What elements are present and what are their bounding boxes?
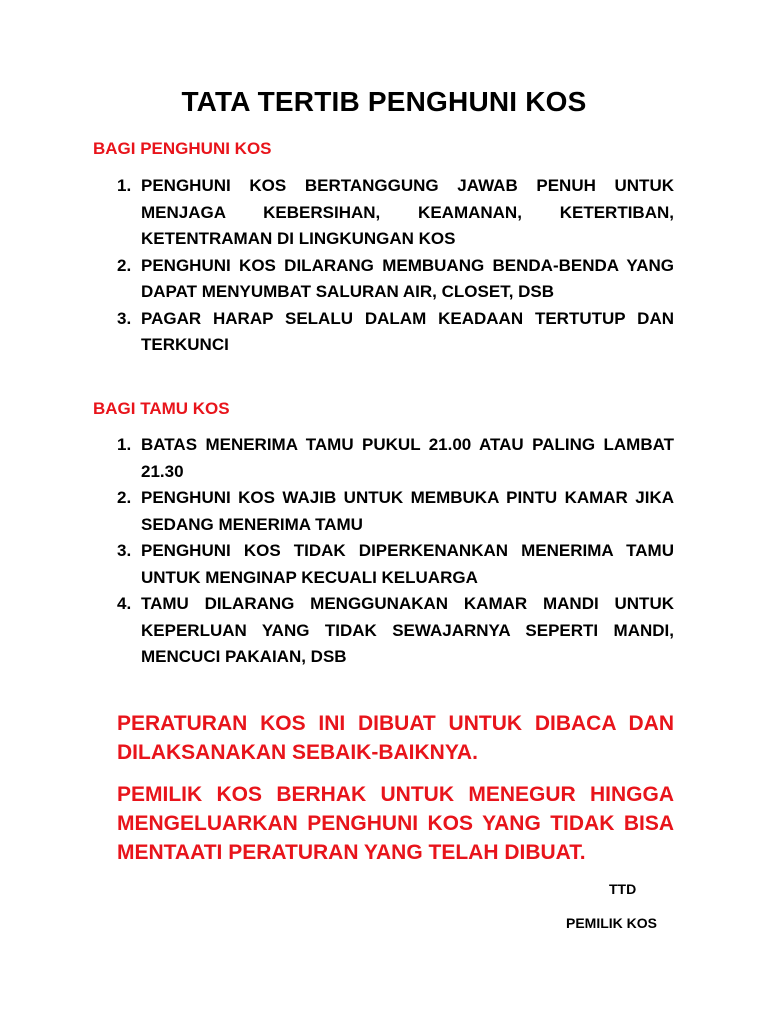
- rule-text: PENGHUNI KOS WAJIB UNTUK MEMBUKA PINTU KAMAR JIKA SEDANG MENERIMA TAMU: [141, 488, 674, 534]
- rule-item: [117, 173, 674, 253]
- page-title: TATA TERTIB PENGHUNI KOS: [181, 86, 587, 117]
- section-heading-penghuni: BAGI PENGHUNI KOS: [93, 139, 272, 158]
- rule-item: [117, 485, 674, 538]
- rule-text: BATAS MENERIMA TAMU PUKUL 21.00 ATAU PALING LAMBAT 21.30: [141, 435, 674, 481]
- rule-item: [117, 432, 674, 485]
- rule-item: [117, 591, 674, 671]
- closing-note-1: PERATURAN KOS INI DIBUAT UNTUK DIBACA DAN DILAKSANAKAN SEBAIK-BAIKNYA.: [117, 712, 674, 764]
- rule-number: 2.: [117, 488, 132, 507]
- rule-item: [117, 306, 674, 359]
- signature-owner: PEMILIK KOS: [566, 915, 658, 931]
- rule-number: 4.: [117, 594, 132, 613]
- rule-text: PENGHUNI KOS TIDAK DIPERKENANKAN MENERIMA TAMU UNTUK MENGINAP KECUALI KELUARGA: [141, 541, 674, 587]
- signature-ttd: TTD: [609, 881, 637, 897]
- rule-text: PENGHUNI KOS BERTANGGUNG JAWAB PENUH UNTUK MENJAGA KEBERSIHAN, KEAMANAN, KETERTIBAN, KETENTRAMAN DI LINGKUNGAN KOS: [141, 176, 674, 248]
- rule-number: 2.: [117, 255, 132, 275]
- rule-text: TAMU DILARANG MENGGUNAKAN KAMAR MANDI UNTUK KEPERLUAN YANG TIDAK SEWAJARNYA SEPERTI MANDI, MENCUCI PAKAIAN, DSB: [141, 594, 674, 666]
- rule-item: [117, 253, 674, 306]
- rule-text: PENGHUNI KOS DILARANG MEMBUANG BENDA-BENDA YANG DAPAT MENYUMBAT SALURAN AIR, CLOSET, DSB: [141, 255, 674, 301]
- rule-number: 1.: [117, 435, 132, 454]
- tamu-rules-list: [117, 432, 674, 671]
- rule-number: 3.: [117, 308, 132, 328]
- penghuni-rules-list: [117, 173, 674, 359]
- rule-number: 3.: [117, 541, 132, 560]
- rule-number: 1.: [117, 176, 132, 195]
- section-heading-tamu: BAGI TAMU KOS: [93, 399, 230, 418]
- closing-note-2: PEMILIK KOS BERHAK UNTUK MENEGUR HINGGA MENGELUARKAN PENGHUNI KOS YANG TIDAK BISA MENTAATI PERATURAN YANG TELAH DIBUAT.: [117, 783, 674, 864]
- rule-item: [117, 538, 674, 591]
- rule-text: PAGAR HARAP SELALU DALAM KEADAAN TERTUTUP DAN TERKUNCI: [141, 308, 674, 354]
